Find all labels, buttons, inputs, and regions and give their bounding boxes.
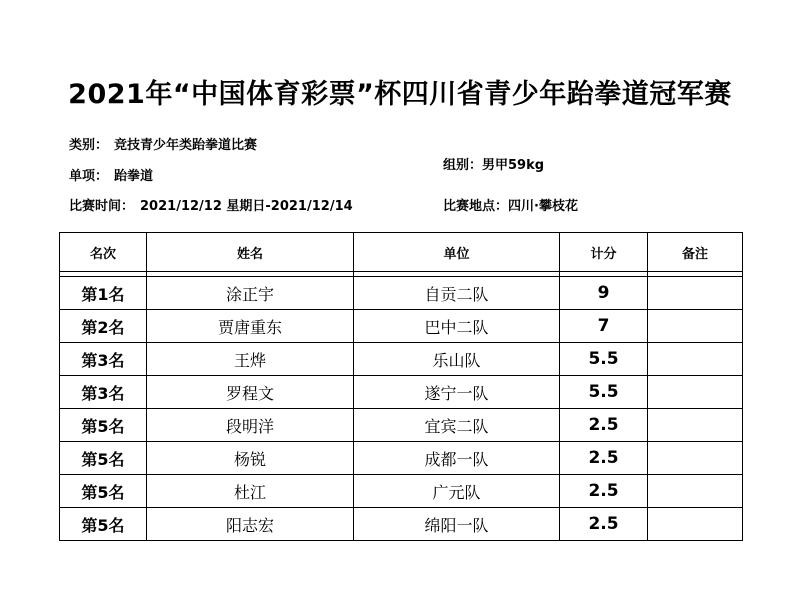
header-rank: 名次	[60, 233, 147, 272]
venue-line	[443, 195, 578, 214]
score-cell: 5.5	[560, 376, 648, 409]
event-value: 跆拳道	[114, 169, 154, 184]
rank-cell: 第5名	[60, 409, 147, 442]
unit-cell: 绵阳一队	[354, 508, 560, 541]
unit-cell: 巴中二队	[354, 310, 560, 343]
table-row	[60, 409, 743, 442]
note-cell	[648, 508, 743, 541]
category-value: 竞技青少年类跆拳道比赛	[114, 138, 258, 153]
table-row	[60, 475, 743, 508]
note-cell	[648, 310, 743, 343]
unit-cell: 成都一队	[354, 442, 560, 475]
score-cell: 5.5	[560, 343, 648, 376]
page-title: 2021年“中国体育彩票”杯四川省青少年跆拳道冠军赛	[68, 79, 732, 110]
name-cell: 阳志宏	[147, 508, 354, 541]
time-value: 2021/12/12 星期日-2021/12/14	[140, 199, 353, 214]
name-cell: 贾唐重东	[147, 310, 354, 343]
time-line	[69, 195, 353, 214]
table-row	[60, 277, 743, 310]
table-row	[60, 343, 743, 376]
venue-label: 比赛地点：	[443, 199, 509, 214]
score-cell: 9	[560, 277, 648, 310]
name-cell: 杜江	[147, 475, 354, 508]
score-cell: 2.5	[560, 475, 648, 508]
score-cell: 2.5	[560, 508, 648, 541]
rank-cell: 第3名	[60, 343, 147, 376]
group-line	[443, 154, 544, 173]
name-cell: 杨锐	[147, 442, 354, 475]
rank-cell: 第3名	[60, 376, 147, 409]
name-cell: 段明洋	[147, 409, 354, 442]
rank-cell: 第5名	[60, 508, 147, 541]
score-cell: 7	[560, 310, 648, 343]
note-cell	[648, 475, 743, 508]
results-table	[59, 232, 743, 541]
unit-cell: 自贡二队	[354, 277, 560, 310]
group-value: 男甲59kg	[482, 158, 545, 173]
unit-cell: 宜宾二队	[354, 409, 560, 442]
name-cell: 涂正宇	[147, 277, 354, 310]
note-cell	[648, 409, 743, 442]
venue-value: 四川·攀枝花	[508, 199, 578, 214]
event-label: 单项：	[69, 169, 109, 184]
rank-cell: 第5名	[60, 442, 147, 475]
name-cell: 罗程文	[147, 376, 354, 409]
table-row	[60, 442, 743, 475]
table-row	[60, 376, 743, 409]
table-row	[60, 508, 743, 541]
header-unit: 单位	[354, 233, 560, 272]
header-score: 计分	[560, 233, 648, 272]
event-line	[69, 165, 153, 184]
time-label: 比赛时间：	[69, 199, 135, 214]
unit-cell: 广元队	[354, 475, 560, 508]
score-cell: 2.5	[560, 409, 648, 442]
score-cell: 2.5	[560, 442, 648, 475]
unit-cell: 遂宁一队	[354, 376, 560, 409]
table-row	[60, 310, 743, 343]
note-cell	[648, 376, 743, 409]
table-header-row	[60, 233, 743, 272]
rank-cell: 第1名	[60, 277, 147, 310]
name-cell: 王烨	[147, 343, 354, 376]
note-cell	[648, 277, 743, 310]
category-label: 类别：	[69, 138, 109, 153]
note-cell	[648, 442, 743, 475]
unit-cell: 乐山队	[354, 343, 560, 376]
header-name: 姓名	[147, 233, 354, 272]
note-cell	[648, 343, 743, 376]
group-label: 组别：	[443, 158, 483, 173]
header-note: 备注	[648, 233, 743, 272]
category-line	[69, 134, 257, 153]
rank-cell: 第2名	[60, 310, 147, 343]
rank-cell: 第5名	[60, 475, 147, 508]
